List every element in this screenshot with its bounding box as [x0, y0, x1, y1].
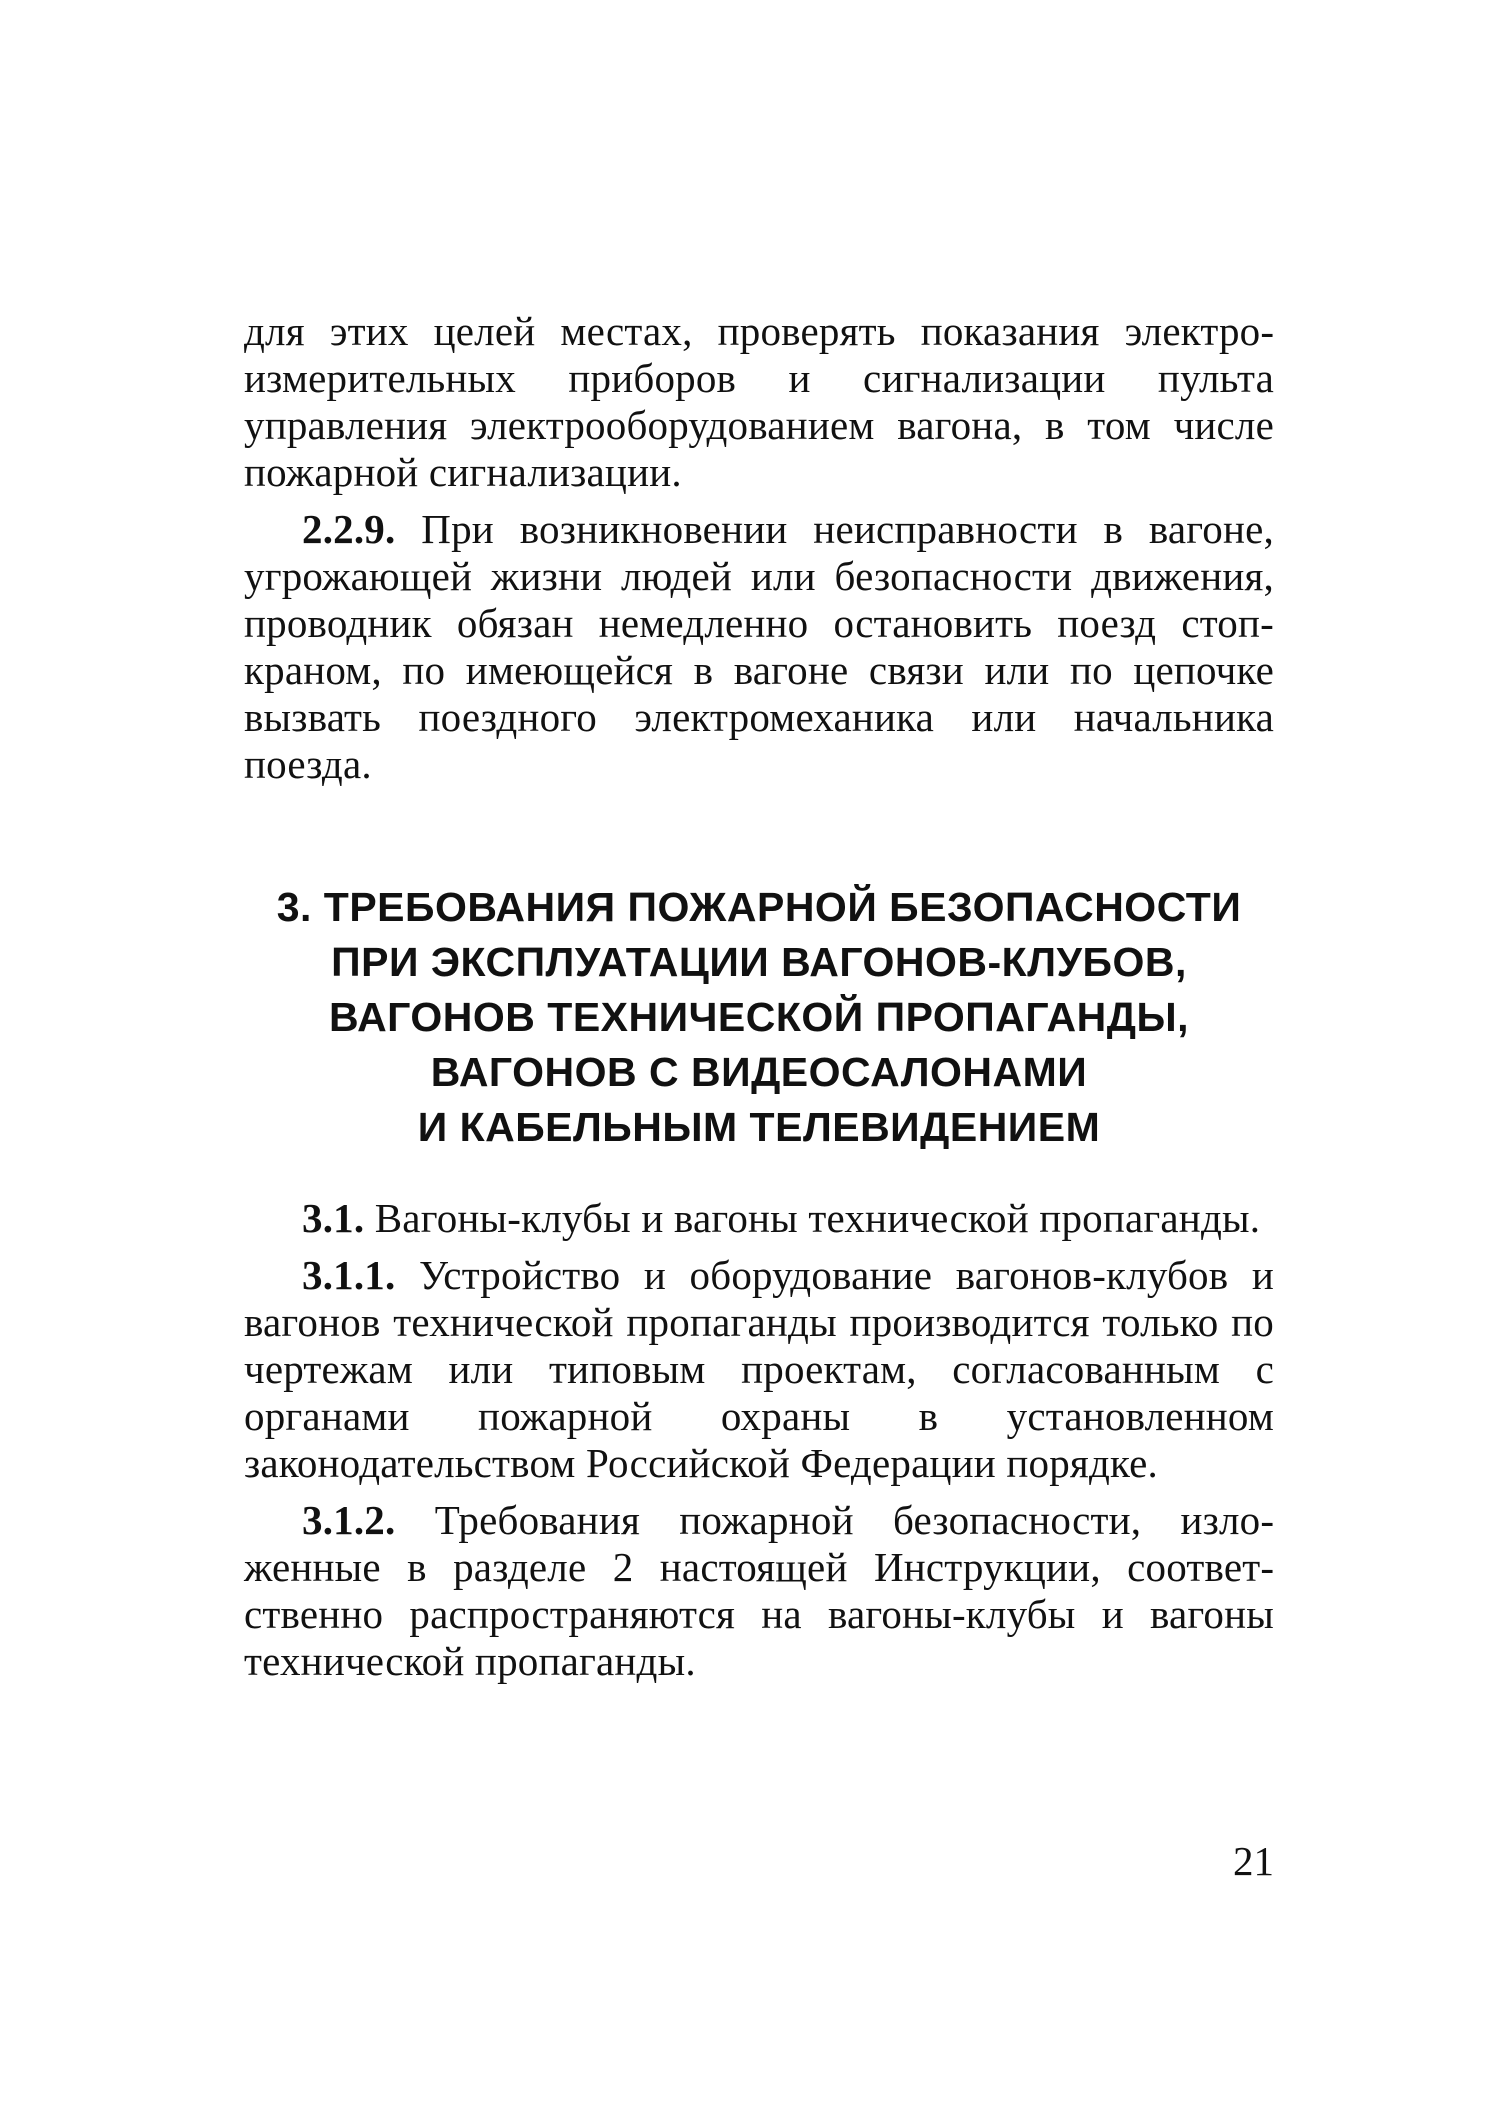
- heading-line-2: ПРИ ЭКСПЛУАТАЦИИ ВАГОНОВ-КЛУБОВ,: [331, 939, 1187, 985]
- heading-line-1: 3. ТРЕБОВАНИЯ ПОЖАРНОЙ БЕЗОПАСНОСТИ: [276, 884, 1242, 930]
- paragraph-number: 2.2.9.: [302, 506, 396, 552]
- paragraph-3-1: [244, 1195, 1274, 1242]
- top-text-block: [244, 308, 1274, 788]
- paragraph-text: Устройство и оборудование вагонов-клубов и вагонов технической пропаганды производится только по чертежам или типовым проектам, согласованным с органами пожарной охраны в установленном законодательством Российской Федерации порядке.: [244, 1252, 1274, 1486]
- page-number: 21: [1233, 1838, 1274, 1884]
- paragraph-text: При возникновении неисправности в вагоне, угрожающей жизни людей или безопасности движения, проводник обязан немедленно остановить поезд стоп-краном, по имеющейся в вагоне связи или по цепочке вызвать поездного электромеханика или начальника поезда.: [244, 506, 1274, 787]
- paragraph-2-2-9: [244, 506, 1274, 788]
- paragraph-number: 3.1.: [302, 1195, 365, 1241]
- paragraph-text: Вагоны-клубы и вагоны технической пропаганды.: [364, 1195, 1261, 1241]
- heading-line-5: И КАБЕЛЬНЫМ ТЕЛЕВИДЕНИЕМ: [417, 1104, 1101, 1150]
- paragraph-number: 3.1.1.: [302, 1252, 396, 1298]
- paragraph-3-1-2: [244, 1497, 1274, 1685]
- heading-line-3: ВАГОНОВ ТЕХНИЧЕСКОЙ ПРОПАГАНДЫ,: [329, 994, 1189, 1040]
- paragraph-text: Требования пожарной безопасности, изложенные в разделе 2 настоящей Инструкции, соответственно распространяются на вагоны-клубы и вагоны технической пропаганды.: [244, 1497, 1274, 1684]
- heading-line-4: ВАГОНОВ С ВИДЕОСАЛОНАМИ: [430, 1049, 1088, 1095]
- continuation-paragraph: для этих целей местах, проверять показания электроизмерительных приборов и сигнализации пульта управления электрооборудованием вагона, в том числе пожарной сигнализации.: [244, 308, 1274, 495]
- paragraph-3-1-1: [244, 1252, 1274, 1487]
- paragraph-number: 3.1.2.: [302, 1497, 396, 1543]
- section-heading: [244, 880, 1274, 1155]
- section3-text-block: [244, 1195, 1274, 1685]
